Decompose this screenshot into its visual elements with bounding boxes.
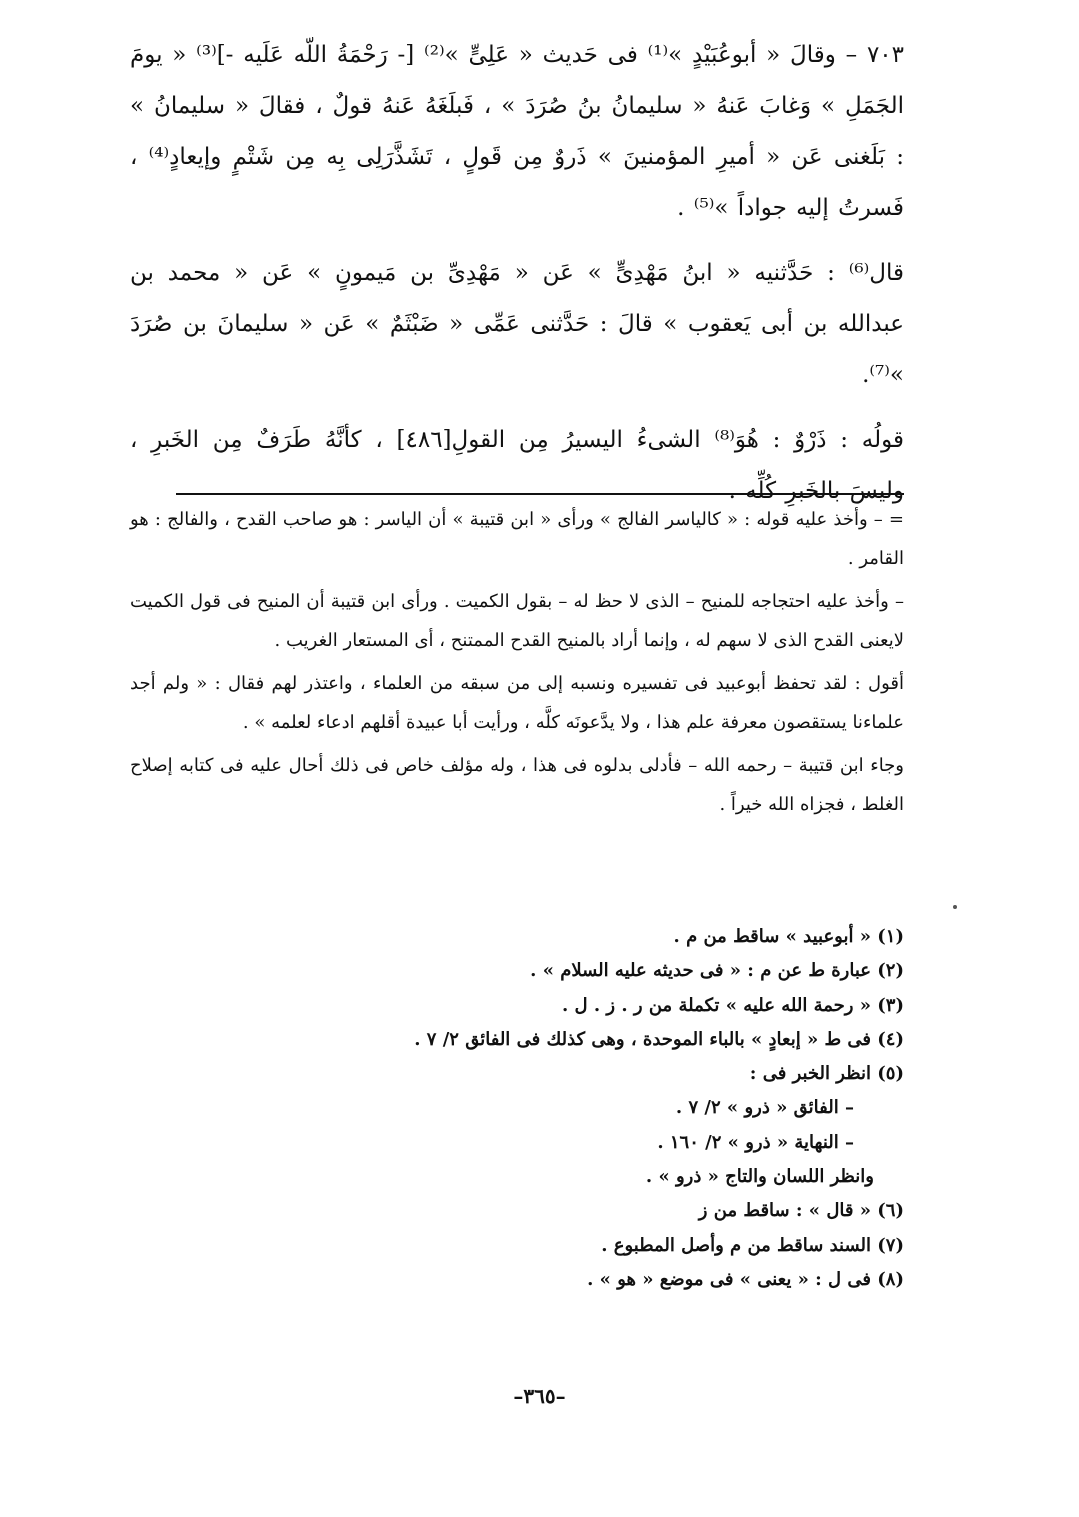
footnote-5-see-also: وانظر اللسان والتاج « ذرو » . <box>645 1166 874 1188</box>
footnote-8: (٨) فى ل : « يعنى » فى موضع « هو » . <box>587 1268 904 1290</box>
main-text <box>130 30 904 517</box>
continued-notes <box>130 500 904 824</box>
footnote-list <box>184 920 904 1297</box>
footnote-5-source: – الفائق « ذرو » ٢/ ٧ . <box>675 1097 854 1119</box>
note-paragraph: أقول : لقد تحفظ أبوعبيد فى تفسيره ونسبه إلى من سبقه من العلماء ، واعتذر لهم فقال : « ولم أجد علماءنا يستقصون معرفة علم هذا ، ولا يدَّعونَه كلَّه ، ورأيت أبا عبيدة أقلهم ادعاء لعلمه » . <box>130 673 904 733</box>
explanation-paragraph: قولُه : ذَرْوٌ : هُوَ⁽⁸⁾ الشىءُ اليسيرُ مِن القولِ[٤٨٦] ، كأنَّهُ طَرَفٌ مِن الخَبرِ ، وليسَ بالخَبرِ كُلِّه . <box>130 427 904 504</box>
footnote-3: (٣) « رحمة الله عليه » تكملة من ر . ز . ل . <box>561 994 904 1016</box>
footnote-5-source: – النهاية « ذرو » ٢/ ١٦٠ . <box>657 1131 854 1153</box>
isnad-paragraph: قال⁽⁶⁾ : حَدَّثنيه « ابنُ مَهْدِىٍّ » عَن « مَهْدِىِّ بن مَيمونٍ » عَن « محمد بن عبدالله بن أبى يَعقوب » قالَ : حَدَّثنى عَمِّى « ضَبْثَمٌ » عَن « سليمانَ بن صُرَدَ »⁽⁷⁾. <box>130 260 904 388</box>
footnote-2: (٢) عبارة ط عن م : « فى حديثه عليه السلام » . <box>530 960 904 982</box>
page-number: –٣٦٥– <box>513 1384 566 1408</box>
footnote-divider <box>176 493 904 495</box>
footnote-5: (٥) انظر الخبر فى : <box>749 1063 904 1085</box>
note-paragraph: وجاء ابن قتيبة – رحمه الله – فأدلى بدلوه فى هذا ، وله مؤلف خاص فى ذلك أحال عليه فى كتابه إصلاح الغلط ، فجزاه الله خيراً . <box>130 755 904 815</box>
print-speck <box>953 905 957 909</box>
footnote-4: (٤) فى ط « إبعادٍ » بالباء الموحدة ، وهى كذلك فى الفائق ٢/ ٧ . <box>414 1028 904 1050</box>
note-paragraph: – وأخذ عليه احتجاجه للمنيح – الذى لا حظ له – بقول الكميت . ورأى ابن قتيبة أن المنيح فى قول الكميت لايعنى القدح الذى لا سهم له ، وإنما أراد بالمنيح القدح الممتنح ، أى المستعار الغريب . <box>130 591 904 651</box>
footnote-1: (١) « أبوعبيد » ساقط من م . <box>673 926 904 947</box>
footnote-6: (٦) « قال » : ساقط من ز <box>698 1200 904 1222</box>
entry-paragraph: ٧٠٣ – وقالَ « أبوعُبَيْدٍ »⁽¹⁾ فى حَديث « عَلِىٍّ »⁽²⁾ [- رَحْمَةُ اللّه عَلَيه -]⁽³⁾ « يومَ الجَمَلِ » وَغابَ عَنهُ « سليمانُ بنُ صُرَدَ » ، فَبلَغَهُ عَنهُ قولٌ ، فقالَ « سليمانُ » : بَلَغنى عَن « أميرِ المؤمنينَ » ذَروٌ مِن قَولٍ ، تَشَذَّرَلِى بِه مِن شَتْمٍ وإيعادٍ⁽⁴⁾ ، فَسرتُ إليه جواداً »⁽⁵⁾ . <box>130 42 904 221</box>
footnote-7: (٧) السند ساقط من م وأصل المطبوع . <box>601 1234 904 1256</box>
note-paragraph: = – وأخذ عليه قوله : « كالياسر الفالج » ورأى « ابن قتيبة » أن الياسر : هو صاحب القدح ، والفالج : هو القامر . <box>130 509 904 569</box>
